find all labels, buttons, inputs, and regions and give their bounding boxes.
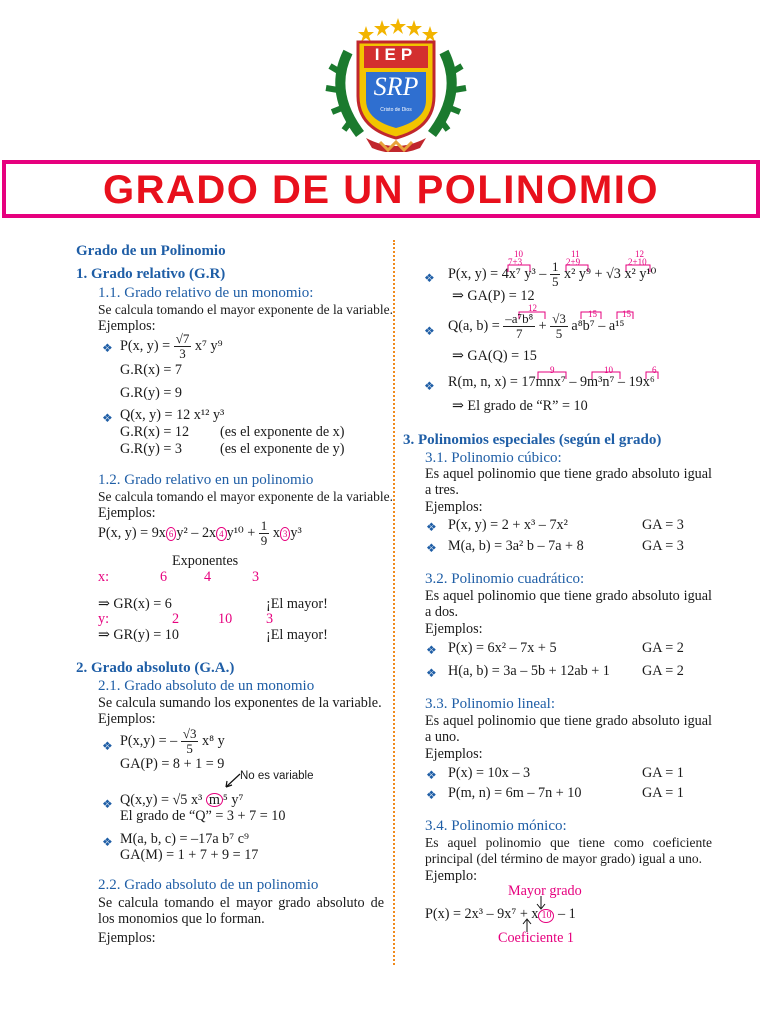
examples-label: Ejemplos: (425, 746, 483, 762)
degree-annotation: 6 (652, 365, 657, 375)
degree-annotation: 10 (514, 249, 523, 259)
fraction-denominator: 3 (179, 346, 186, 361)
page-title: GRADO DE UN POLINOMIO (103, 168, 659, 212)
example-1 (120, 332, 223, 361)
diamond-bullet-icon: ❖ (426, 666, 437, 680)
example-2-gry-note: (es el exponente de y) (220, 441, 345, 457)
example-4-lhs: P(x,y) = – (120, 732, 178, 749)
example-5-part: ⁵ y⁷ (222, 792, 244, 808)
example-1-lhs: P(x, y) = (120, 337, 171, 354)
subsection-2-1-desc: Se calcula sumando los exponentes de la variable. (98, 695, 382, 711)
right-example-1 (448, 260, 656, 289)
examples-label: Ejemplos: (425, 499, 483, 515)
examples-label: Ejemplos: (98, 318, 156, 334)
linear-example-2: P(m, n) = 6m – 7n + 10 (448, 785, 582, 801)
quadratic-example-2: H(a, b) = 3a – 5b + 12ab + 1 (448, 663, 610, 679)
section-1-title: 1. Grado relativo (G.R) (76, 266, 226, 282)
cubic-example-1-ga: GA = 3 (642, 517, 684, 533)
cubic-example-2: M(a, b) = 3a² b – 7a + 8 (448, 538, 584, 554)
examples-label: Ejemplos: (98, 711, 156, 727)
subsection-1-1-desc: Se calcula tomando el mayor exponente de la variable. (98, 302, 394, 317)
mayor-note: ¡El mayor! (266, 596, 328, 612)
logo-motto: Cristo de Dios (380, 107, 412, 113)
diamond-bullet-icon: ❖ (102, 835, 113, 849)
x-value: 4 (204, 569, 212, 585)
example-2-grx: G.R(x) = 12 (120, 424, 190, 440)
y-value: 2 (172, 611, 180, 627)
fraction-denominator: 7 (515, 326, 523, 341)
section-3-title: 3. Polinomios especiales (según el grado) (403, 432, 662, 448)
fraction-denominator: 5 (186, 741, 193, 756)
degree-annotation: 11 (571, 249, 580, 259)
quadratic-example-2-ga: GA = 2 (642, 663, 684, 679)
degree-annotation: 2+9 (566, 257, 581, 267)
example-2: Q(x, y) = 12 x¹² y³ (120, 407, 225, 423)
linear-example-1: P(x) = 10x – 3 (448, 765, 531, 781)
cubic-example-2-ga: GA = 3 (642, 538, 684, 554)
x-value: 6 (160, 569, 168, 585)
fraction-numerator: –a⁷b⁸ (505, 311, 534, 326)
example-3-part: x (272, 524, 280, 541)
circled-exponent: 3 (280, 527, 291, 541)
subsection-3-2-title: 3.2. Polinomio cuadrático: (425, 571, 585, 587)
diamond-bullet-icon: ❖ (426, 643, 437, 657)
title-box (2, 160, 760, 218)
fraction-denominator: 5 (551, 274, 559, 289)
subsection-1-1-title: 1.1. Grado relativo de un monomio: (98, 285, 314, 301)
right-example-1-part: x² y⁹ + √3 x² y¹⁰ (563, 265, 657, 282)
y-value: 3 (266, 611, 274, 627)
diamond-bullet-icon: ❖ (102, 411, 113, 425)
diamond-bullet-icon: ❖ (424, 271, 435, 285)
example-1-rhs: x⁷ y⁹ (194, 337, 223, 354)
exponents-label: Exponentes (172, 553, 239, 569)
cubic-example-1: P(x, y) = 2 + x³ – 7x² (448, 517, 568, 533)
no-variable-note: No es variable (240, 770, 314, 782)
example-2-gry: G.R(y) = 3 (120, 441, 182, 457)
fraction-numerator: √3 (182, 726, 197, 741)
mayor-grado-label: Mayor grado (508, 883, 582, 899)
diamond-bullet-icon: ❖ (426, 541, 437, 555)
example-4-fraction (181, 727, 199, 756)
subsection-3-3-title: 3.3. Polinomio lineal: (425, 696, 555, 712)
subsection-3-3-desc: Es aquel polinomio que tiene grado absoluto igual a uno. (425, 713, 712, 745)
example-3-part: y¹⁰ + (226, 524, 256, 541)
subsection-3-1-desc: Es aquel polinomio que tiene grado absoluto igual a tres. (425, 466, 712, 498)
right-example-2-part: a⁸b⁷ – a¹⁵ (571, 317, 625, 334)
example-4-ga: GA(P) = 8 + 1 = 9 (120, 756, 225, 772)
quadratic-example-1-ga: GA = 2 (642, 640, 684, 656)
linear-example-2-ga: GA = 1 (642, 785, 684, 801)
right-example-2: Q(a, b) = $\frac{\text{–a⁷b⁸}}{7}$ + $\frac{√3}{5}$ a⁸b⁷ – a¹⁵ (448, 311, 625, 341)
diamond-bullet-icon: ❖ (424, 379, 435, 393)
logo-brand: SRP (373, 72, 419, 101)
circled-exponent: 6 (166, 527, 177, 541)
degree-annotation: 2+10 (628, 257, 647, 267)
circled-exponent: 10 (538, 909, 554, 923)
diamond-bullet-icon: ❖ (426, 768, 437, 782)
y-value: 10 (218, 611, 233, 627)
fraction-denominator: 5 (555, 326, 563, 341)
example-5-grado: El grado de “Q” = 3 + 7 = 10 (120, 808, 286, 824)
logo-text: IEP (374, 45, 418, 64)
degree-annotation: 15 (588, 309, 597, 319)
right-example-3: R(m, n, x) = 17mnx⁷ – 9m³n⁷ – 19x⁶ (448, 374, 655, 390)
grx-result: ⇒ GR(x) = 6 (98, 596, 172, 612)
subsection-2-2-title: 2.2. Grado absoluto de un polinomio (98, 877, 319, 893)
diamond-bullet-icon: ❖ (102, 797, 113, 811)
circled-constant: m (206, 793, 223, 807)
example-3-part: y² – 2x (176, 524, 217, 541)
subsection-1-2-desc: Se calcula tomando el mayor exponente de la variable. (98, 489, 394, 504)
example-1-fraction (174, 332, 192, 361)
degree-annotation: 9 (550, 365, 555, 375)
section-heading: Grado de un Polinomio (76, 243, 226, 259)
degree-annotation: 12 (635, 249, 644, 259)
fraction-numerator: √7 (175, 331, 190, 346)
example-3-fraction (259, 519, 270, 548)
example-3-part: P(x, y) = 9x (98, 524, 166, 541)
examples-label: Ejemplos: (98, 505, 156, 521)
examples-label: Ejemplos: (98, 930, 156, 946)
subsection-3-4-title: 3.4. Polinomio mónico: (425, 818, 567, 834)
degree-annotation: 10 (604, 365, 613, 375)
diamond-bullet-icon: ❖ (424, 324, 435, 338)
circled-exponent: 4 (216, 527, 227, 541)
example-5 (120, 792, 243, 808)
subsection-1-2-title: 1.2. Grado relativo en un polinomio (98, 472, 314, 488)
section-2-title: 2. Grado absoluto (G.A.) (76, 660, 235, 676)
mayor-note: ¡El mayor! (266, 627, 328, 643)
right-example-2-fraction-2 (550, 312, 568, 341)
diamond-bullet-icon: ❖ (426, 788, 437, 802)
examples-label: Ejemplos: (425, 621, 483, 637)
monic-example-part: – 1 (558, 906, 576, 922)
example-1-gry: G.R(y) = 9 (120, 385, 182, 401)
monic-example-part: P(x) = 2x³ – 9x⁷ + x (425, 906, 539, 922)
y-label: y: (98, 611, 110, 627)
fraction-denominator: 9 (260, 533, 268, 548)
example-5-part: Q(x,y) = √5 x³ (120, 792, 203, 808)
degree-annotation: 12 (528, 303, 537, 313)
example-3-part: y³ (290, 524, 302, 541)
arrow-icon (222, 772, 242, 790)
diamond-bullet-icon: ❖ (102, 739, 113, 753)
diamond-bullet-icon: ❖ (102, 341, 113, 355)
right-example-1-part: P(x, y) = 4x⁷ y³ – (448, 265, 547, 282)
linear-example-1-ga: GA = 1 (642, 765, 684, 781)
example-4-rhs: x⁸ y (202, 732, 225, 749)
right-example-1-fraction (550, 260, 561, 289)
degree-annotation: 15 (622, 309, 631, 319)
subsection-3-2-desc: Es aquel polinomio que tiene grado absoluto igual a dos. (425, 588, 712, 620)
subsection-2-2-desc: Se calcula tomando el mayor grado absoluto de los monomios que lo forman. (98, 895, 384, 927)
example-2-grx-note: (es el exponente de x) (220, 424, 345, 440)
right-example-3-ga: ⇒ El grado de “R” = 10 (452, 398, 588, 414)
right-example-2-ga: ⇒ GA(Q) = 15 (452, 348, 537, 364)
x-label: x: (98, 569, 110, 585)
monic-example (425, 906, 576, 923)
example-3 (98, 519, 302, 548)
fraction-numerator: 1 (260, 518, 268, 533)
right-example-2-fraction (503, 312, 535, 341)
quadratic-example-1: P(x) = 6x² – 7x + 5 (448, 640, 557, 656)
example-label: Ejemplo: (425, 868, 478, 884)
gry-result: ⇒ GR(y) = 10 (98, 627, 179, 643)
right-example-2-part: Q(a, b) = (448, 317, 500, 334)
fraction-numerator: 1 (551, 259, 559, 274)
right-example-1-ga: ⇒ GA(P) = 12 (452, 288, 535, 304)
diamond-bullet-icon: ❖ (426, 520, 437, 534)
subsection-3-1-title: 3.1. Polinomio cúbico: (425, 450, 562, 466)
degree-annotation: 7+3 (508, 257, 523, 267)
subsection-2-1-title: 2.1. Grado absoluto de un monomio (98, 678, 315, 694)
fraction-numerator: √3 (552, 311, 566, 326)
example-6: M(a, b, c) = –17a b⁷ c⁹ (120, 831, 249, 847)
column-divider (393, 240, 395, 965)
x-value: 3 (252, 569, 260, 585)
subsection-3-4-desc: Es aquel polinomio que tiene como coeficiente principal (del término de mayor grado) igual a uno. (425, 835, 712, 866)
example-4 (120, 727, 225, 756)
school-logo (320, 12, 472, 152)
example-1-grx: G.R(x) = 7 (120, 362, 182, 378)
coefficient-label: Coeficiente 1 (498, 930, 575, 946)
example-6-ga: GA(M) = 1 + 7 + 9 = 17 (120, 847, 259, 863)
